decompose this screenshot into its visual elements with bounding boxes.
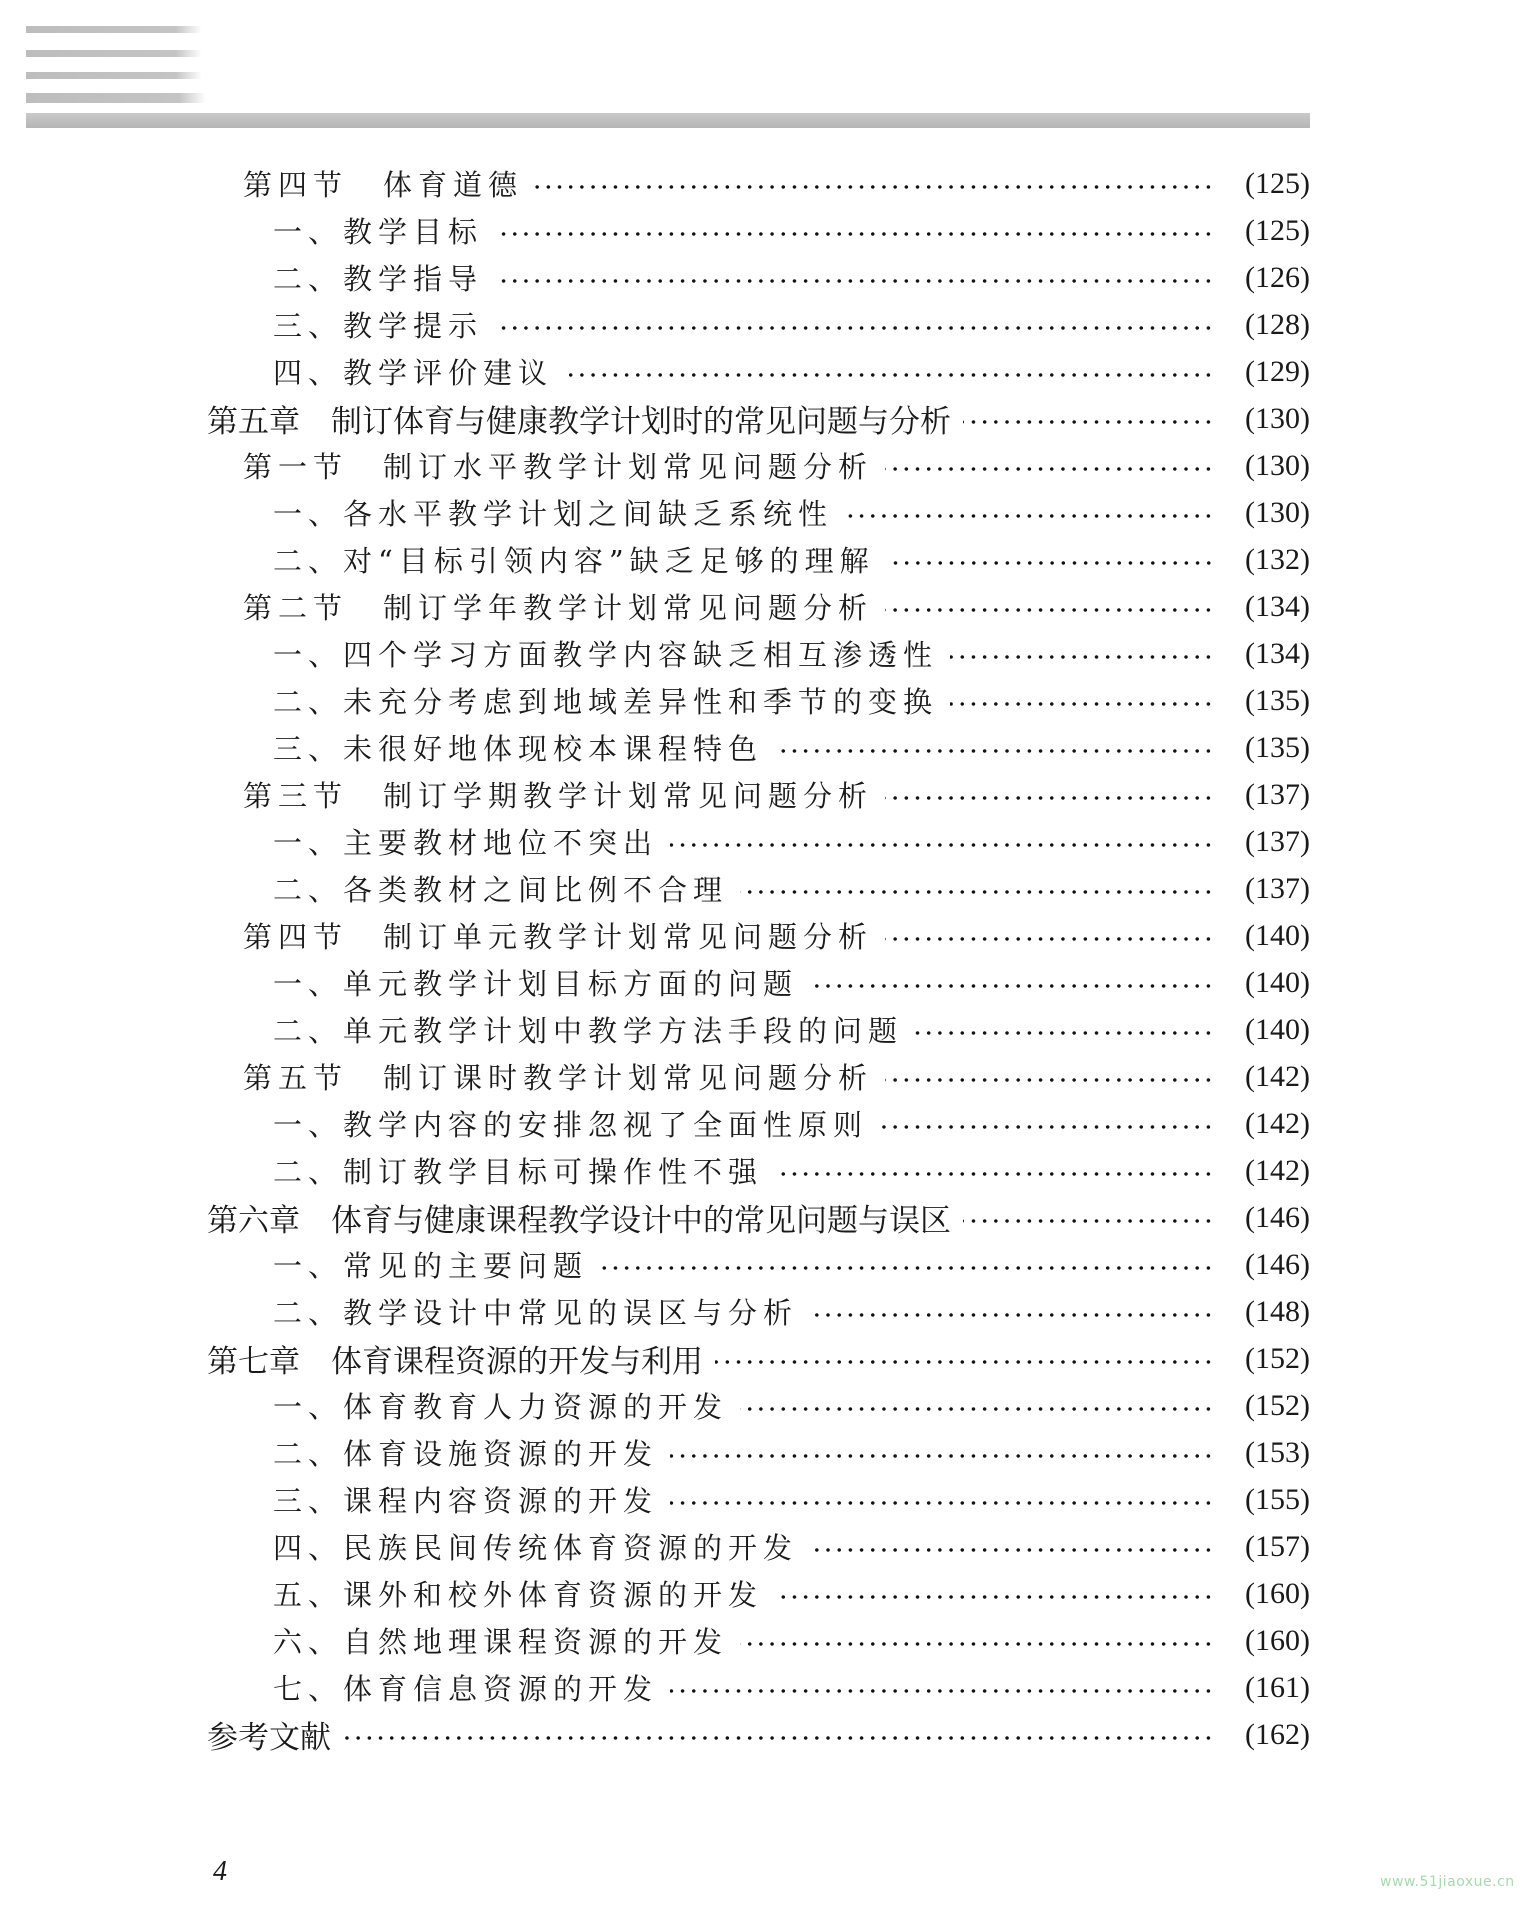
toc-entry-item[interactable] <box>273 1664 1310 1711</box>
toc-entry-title: 一、教学目标 <box>273 215 484 249</box>
toc-entry-item[interactable] <box>273 630 1310 677</box>
toc-entry-title: 五、课外和校外体育资源的开发 <box>273 1578 764 1612</box>
dot-leader <box>535 185 1214 189</box>
dot-leader <box>775 1172 1214 1176</box>
toc-entry-item[interactable] <box>273 1476 1310 1523</box>
dot-leader <box>775 1595 1214 1599</box>
toc-entry-page: (152) <box>1245 1341 1310 1375</box>
dot-leader <box>495 279 1214 283</box>
toc-entry-item[interactable] <box>273 1617 1310 1664</box>
toc-entry-page: (134) <box>1245 636 1310 670</box>
toc-entry-page: (161) <box>1245 1670 1310 1704</box>
toc-entry-title: 第五章 制订体育与健康教学计划时的常见问题与分析 <box>207 404 951 440</box>
toc-entry-page: (125) <box>1245 213 1310 247</box>
toc-entry-title: 四、教学评价建议 <box>273 356 554 390</box>
toc-entry-page: (140) <box>1245 965 1310 999</box>
toc-entry-page: (129) <box>1245 354 1310 388</box>
toc-entry-title: 二、对“目标引领内容”缺乏足够的理解 <box>273 544 875 578</box>
dot-leader <box>810 984 1214 988</box>
toc-entry-page: (132) <box>1245 542 1310 576</box>
toc-entry-page: (137) <box>1245 777 1310 811</box>
toc-entry-title: 一、四个学习方面教学内容缺乏相互渗透性 <box>273 638 939 672</box>
toc-entry-title: 一、单元教学计划目标方面的问题 <box>273 967 799 1001</box>
toc-entry-title: 第五节 制订课时教学计划常见问题分析 <box>243 1061 874 1095</box>
toc-entry-item[interactable] <box>273 959 1310 1006</box>
toc-entry-item[interactable] <box>273 1100 1310 1147</box>
dot-leader <box>740 1407 1214 1411</box>
dot-leader <box>963 420 1214 424</box>
toc-entry-page: (146) <box>1245 1200 1310 1234</box>
dot-leader <box>885 608 1214 612</box>
toc-entry-title: 二、未充分考虑到地域差异性和季节的变换 <box>273 685 939 719</box>
header-decoration <box>26 0 1310 130</box>
toc-entry-page: (148) <box>1245 1294 1310 1328</box>
toc-entry-page: (128) <box>1245 307 1310 341</box>
toc-entry-item[interactable] <box>273 865 1310 912</box>
toc-entry-page: (140) <box>1245 918 1310 952</box>
toc-entry-item[interactable] <box>273 1006 1310 1053</box>
toc-entry-title: 三、课程内容资源的开发 <box>273 1484 659 1518</box>
toc-entry-page: (137) <box>1245 824 1310 858</box>
toc-entry-item[interactable] <box>273 724 1310 771</box>
dot-leader <box>495 232 1214 236</box>
toc-entry-item[interactable] <box>273 1429 1310 1476</box>
dot-leader <box>715 1360 1214 1364</box>
dot-leader <box>950 655 1214 659</box>
toc-entry-item[interactable] <box>273 207 1310 254</box>
toc-entry-item[interactable] <box>273 1241 1310 1288</box>
toc-entry-title: 二、教学设计中常见的误区与分析 <box>273 1296 799 1330</box>
watermark: www.51jiaoxue.cn <box>1380 1874 1515 1890</box>
toc-entry-title: 第二节 制订学年教学计划常见问题分析 <box>243 591 874 625</box>
header-stripe <box>26 93 206 103</box>
toc-entry-section[interactable] <box>243 912 1310 959</box>
toc-entry-page: (153) <box>1245 1435 1310 1469</box>
toc-entry-title: 二、各类教材之间比例不合理 <box>273 873 729 907</box>
dot-leader <box>915 1031 1214 1035</box>
header-stripe <box>26 72 202 79</box>
dot-leader <box>600 1266 1214 1270</box>
dot-leader <box>670 1501 1214 1505</box>
toc-entry-page: (142) <box>1245 1106 1310 1140</box>
header-stripe <box>26 26 202 33</box>
toc-entry-title: 第四节 制订单元教学计划常见问题分析 <box>243 920 874 954</box>
dot-leader <box>670 843 1214 847</box>
toc-entry-item[interactable] <box>273 1570 1310 1617</box>
toc-entry-title: 第四节 体育道德 <box>243 168 524 202</box>
toc-entry-title: 一、体育教育人力资源的开发 <box>273 1390 729 1424</box>
dot-leader <box>495 326 1214 330</box>
dot-leader <box>810 1548 1214 1552</box>
toc-entry-section[interactable] <box>243 442 1310 489</box>
dot-leader <box>950 702 1214 706</box>
toc-entry-item[interactable] <box>273 1147 1310 1194</box>
toc-entry-page: (130) <box>1245 401 1310 435</box>
toc-entry-page: (137) <box>1245 871 1310 905</box>
toc-entry-page: (152) <box>1245 1388 1310 1422</box>
toc-entry-title: 四、民族民间传统体育资源的开发 <box>273 1531 799 1565</box>
toc-entry-page: (155) <box>1245 1482 1310 1516</box>
toc-entry-page: (135) <box>1245 730 1310 764</box>
dot-leader <box>885 1078 1214 1082</box>
toc-entry-chapter[interactable] <box>207 1335 1310 1382</box>
toc-entry-chapter[interactable] <box>207 1711 1310 1758</box>
toc-entry-title: 第六章 体育与健康课程教学设计中的常见问题与误区 <box>207 1203 951 1239</box>
toc-entry-page: (157) <box>1245 1529 1310 1563</box>
dot-leader <box>810 1313 1214 1317</box>
toc-entry-page: (130) <box>1245 448 1310 482</box>
toc-entry-title: 一、主要教材地位不突出 <box>273 826 659 860</box>
dot-leader <box>880 1125 1214 1129</box>
toc-entry-title: 二、体育设施资源的开发 <box>273 1437 659 1471</box>
dot-leader <box>740 1642 1214 1646</box>
dot-leader <box>887 561 1214 565</box>
toc-entry-page: (135) <box>1245 683 1310 717</box>
toc-entry-title: 第七章 体育课程资源的开发与利用 <box>207 1344 703 1380</box>
toc-entry-title: 第一节 制订水平教学计划常见问题分析 <box>243 450 874 484</box>
toc-entry-section[interactable] <box>243 1053 1310 1100</box>
toc-entry-item[interactable] <box>273 1523 1310 1570</box>
toc-entry-item[interactable] <box>273 536 1310 583</box>
toc-entry-page: (140) <box>1245 1012 1310 1046</box>
dot-leader <box>775 749 1214 753</box>
toc-entry-page: (130) <box>1245 495 1310 529</box>
toc-entry-section[interactable] <box>243 160 1310 207</box>
dot-leader <box>885 937 1214 941</box>
toc-entry-title: 二、教学指导 <box>273 262 484 296</box>
toc-entry-item[interactable] <box>273 677 1310 724</box>
dot-leader <box>885 467 1214 471</box>
toc-entry-page: (134) <box>1245 589 1310 623</box>
toc-entry-page: (126) <box>1245 260 1310 294</box>
toc-entry-item[interactable] <box>273 254 1310 301</box>
toc-entry-item[interactable] <box>273 818 1310 865</box>
dot-leader <box>670 1689 1214 1693</box>
toc-entry-section[interactable] <box>243 771 1310 818</box>
toc-entry-item[interactable] <box>273 348 1310 395</box>
toc-entry-title: 第三节 制订学期教学计划常见问题分析 <box>243 779 874 813</box>
toc-entry-page: (162) <box>1245 1717 1310 1751</box>
toc-entry-page: (160) <box>1245 1623 1310 1657</box>
toc-entry-item[interactable] <box>273 1288 1310 1335</box>
toc-entry-title: 一、各水平教学计划之间缺乏系统性 <box>273 497 834 531</box>
dot-leader <box>885 796 1214 800</box>
toc-entry-title: 七、体育信息资源的开发 <box>273 1672 659 1706</box>
toc-entry-title: 三、教学提示 <box>273 309 484 343</box>
toc-entry-title: 六、自然地理课程资源的开发 <box>273 1625 729 1659</box>
toc-entry-page: (125) <box>1245 166 1310 200</box>
toc-entry-chapter[interactable] <box>207 1194 1310 1241</box>
dot-leader <box>343 1736 1214 1740</box>
toc-entry-title: 参考文献 <box>207 1720 331 1756</box>
toc-entry-title: 三、未很好地体现校本课程特色 <box>273 732 764 766</box>
dot-leader <box>670 1454 1214 1458</box>
dot-leader <box>845 514 1214 518</box>
toc-entry-page: (146) <box>1245 1247 1310 1281</box>
page-number: 4 <box>213 1856 227 1887</box>
header-stripe <box>26 50 202 57</box>
toc-entry-item[interactable] <box>273 301 1310 348</box>
toc-entry-page: (142) <box>1245 1059 1310 1093</box>
toc-entry-item[interactable] <box>273 1382 1310 1429</box>
dot-leader <box>963 1219 1214 1223</box>
toc-entry-chapter[interactable] <box>207 395 1310 442</box>
toc-entry-title: 二、制订教学目标可操作性不强 <box>273 1155 764 1189</box>
toc-entry-title: 一、教学内容的安排忽视了全面性原则 <box>273 1108 869 1142</box>
header-bar <box>26 113 1310 128</box>
toc-entry-title: 一、常见的主要问题 <box>273 1249 589 1283</box>
toc-entry-page: (160) <box>1245 1576 1310 1610</box>
toc-entry-section[interactable] <box>243 583 1310 630</box>
toc-entry-page: (142) <box>1245 1153 1310 1187</box>
dot-leader <box>740 890 1214 894</box>
toc-entry-item[interactable] <box>273 489 1310 536</box>
dot-leader <box>565 373 1214 377</box>
toc-entry-title: 二、单元教学计划中教学方法手段的问题 <box>273 1014 904 1048</box>
